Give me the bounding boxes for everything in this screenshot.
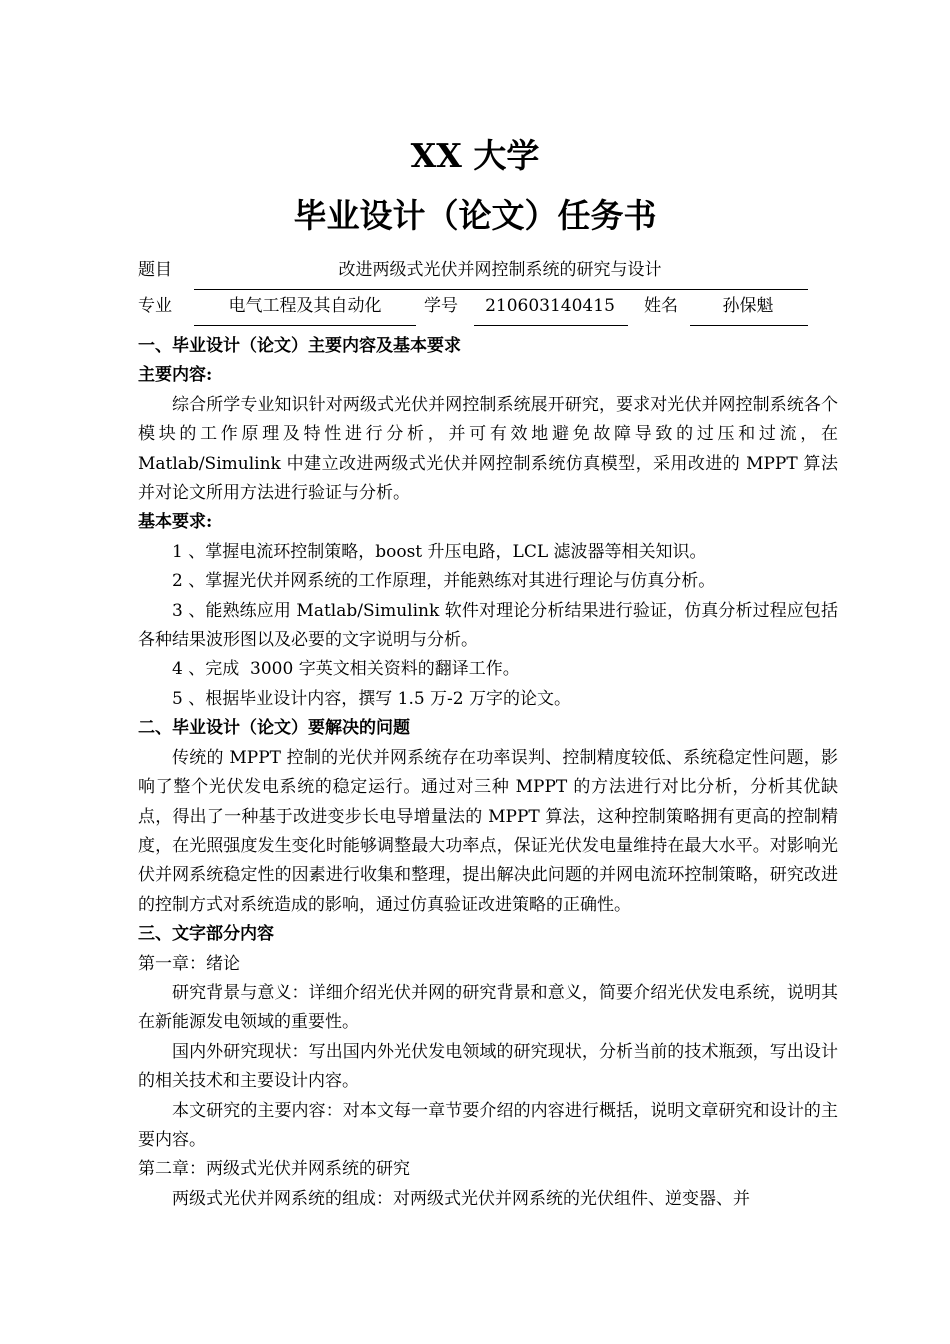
section1-heading: 一、毕业设计（论文）主要内容及基本要求: [138, 336, 461, 356]
requirement-item-2: 2 、掌握光伏并网系统的工作原理，并能熟练对其进行理论与仿真分析。: [172, 571, 716, 592]
section2-paragraph: 传统的 MPPT 控制的光伏并网系统存在功率误判、控制精度较低、系统稳定性问题，影响了整个光伏发电系统的稳定运行。通过对三种 MPPT 的方法进行对比分析，分析其优缺点，得出了一种基于改进变步长电导增量法的 MPPT 算法，这种控制策略拥有更高的控制精度，在光照强度发生变化时能够调整最大功率点，保证光伏发电量维持在最大水平。对影响光伏并网系统稳定性的因素进行收集和整理，提出解决此问题的并网电流环控制策略，研究改进的控制方式对系统造成的影响，通过仿真验证改进策略的正确性。: [138, 747, 838, 915]
student-id-value: 210603140415: [485, 296, 615, 316]
requirement-item-1: 1 、掌握电流环控制策略，boost 升压电路，LCL 滤波器等相关知识。: [172, 541, 707, 562]
main-content-label: 主要内容:: [138, 365, 213, 386]
chapter2-title: 第二章：两级式光伏并网系统的研究: [138, 1159, 410, 1180]
requirement-item-5: 5 、根据毕业设计内容，撰写 1.5 万-2 万字的论文。: [172, 688, 572, 709]
chapter1-paragraph-2: 国内外研究现状：写出国内外光伏发电领域的研究现状，分析当前的技术瓶颈，写出设计的相关技术和主要设计内容。: [138, 1041, 838, 1092]
topic-underline: [194, 289, 808, 290]
chapter2-paragraph-1: 两级式光伏并网系统的组成：对两级式光伏并网系统的光伏组件、逆变器、并: [172, 1188, 750, 1209]
major-underline: [194, 325, 416, 326]
document-title: 毕业设计（论文）任务书: [293, 196, 657, 235]
section2-heading: 二、毕业设计（论文）要解决的问题: [138, 718, 410, 739]
chapter1-paragraph-1: 研究背景与意义：详细介绍光伏并网的研究背景和意义，简要介绍光伏发电系统，说明其在新能源发电领域的重要性。: [138, 982, 838, 1033]
name-label: 姓名: [644, 296, 678, 316]
requirement-item-4: 4 、完成 3000 字英文相关资料的翻译工作。: [172, 659, 520, 680]
chapter1-title: 第一章：绪论: [138, 953, 240, 974]
requirement-item-3: 3 、能熟练应用 Matlab/Simulink 软件对理论分析结果进行验证，仿真分析过程应包括各种结果波形图以及必要的文字说明与分析。: [138, 600, 838, 651]
chapter1-paragraph-3: 本文研究的主要内容：对本文每一章节要介绍的内容进行概括，说明文章研究和设计的主要内容。: [138, 1100, 838, 1150]
student-id-label: 学号: [424, 296, 458, 316]
university-title: XX 大学: [410, 136, 540, 175]
name-underline: [690, 325, 808, 326]
major-label: 专业: [138, 296, 172, 316]
topic-label: 题目: [138, 260, 172, 280]
section3-heading: 三、文字部分内容: [138, 924, 274, 945]
document-body: [138, 332, 838, 1214]
student-id-underline: [474, 325, 628, 326]
name-value: 孙保魁: [722, 296, 774, 316]
major-value: 电气工程及其自动化: [228, 296, 382, 316]
main-content-paragraph: 综合所学专业知识针对两级式光伏并网控制系统展开研究，要求对光伏并网控制系统各个模块的工作原理及特性进行分析，并可有效地避免故障导致的过压和过流，在 Matlab/Simulink 中建立改进两级式光伏并网控制系统仿真模型，采用改进的 MPPT 算法并对论文所用方法进行验证与分析。: [138, 394, 838, 504]
basic-requirements-label: 基本要求:: [138, 512, 213, 533]
topic-value: 改进两级式光伏并网控制系统的研究与设计: [338, 260, 662, 280]
